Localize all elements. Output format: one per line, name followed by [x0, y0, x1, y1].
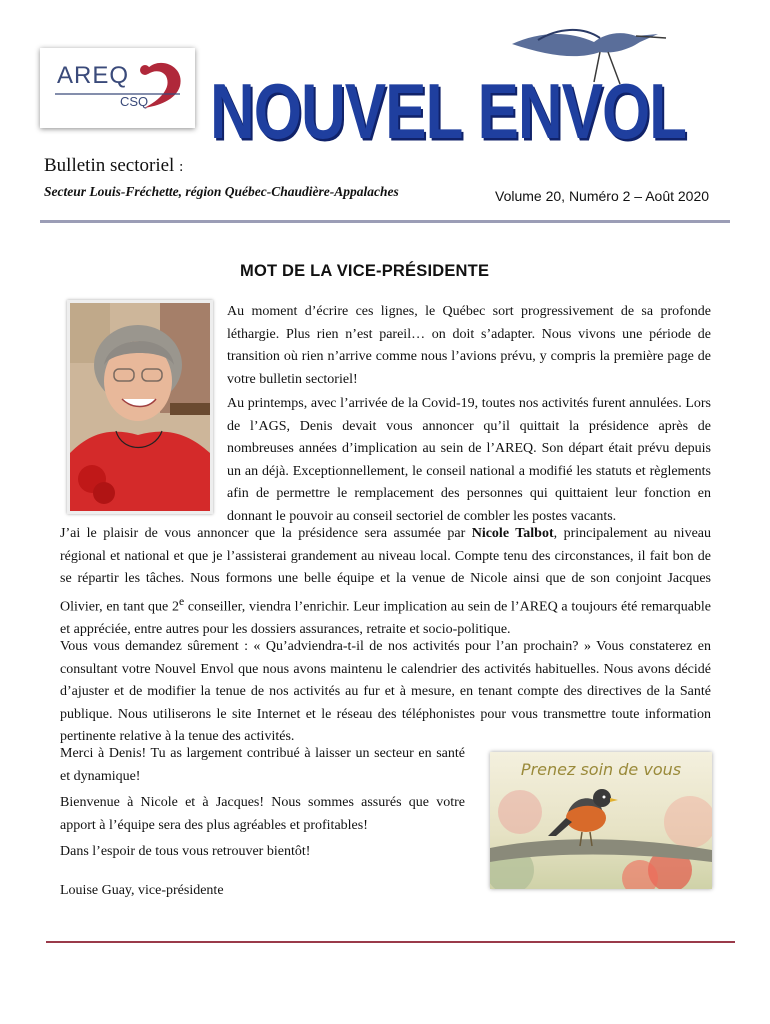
paragraph-4: Vous vous demandez sûrement : « Qu’adviendra-t-il de nos activités pour l’an prochain? » Vous constaterez en consultant votre Nouvel Envol que nous avons maintenu le calendrier des activités habituelles. Nous avons décidé d’ajuster et de modifier la tenue de nos activités au fur et à mesure, en tenant compte des directives de la Santé publique. Nous utiliserons le site Internet et le réseau des téléphonistes pour vous transmettre toute information pertinente relative à la tenue des activités.	[60, 639, 711, 744]
paragraph-3-middle: , principalement au niveau régional et national et que je l’assisterai grandement au niveau local. Compte tenu des circonstances, il fait bon de se répartir les tâches. Nous formons une belle équipe et la venue de Nicole ainsi que de son conjoint Jacques Olivier, en tant que 2	[60, 526, 711, 615]
portrait-photo	[67, 300, 213, 514]
portrait-illustration	[70, 303, 210, 511]
secteur-subtitle: Secteur Louis-Fréchette, région Québec-Chaudière-Appalaches	[44, 184, 399, 199]
article-headline: MOT DE LA VICE-PRÉSIDENTE	[240, 262, 490, 280]
president-name: Nicole Talbot	[471, 526, 554, 541]
paragraph-1: Au moment d’écrire ces lignes, le Québec sort progressivement de sa profonde léthargie. Plus rien n’est pareil… on doit s’adapter. Nous vivons une période de transition où rien n’arrive comme nous l’avions prévu, y compris la première page de votre bulletin sectoriel!	[227, 304, 711, 387]
paragraph-7: Dans l’espoir de tous vous retrouver bientôt!	[60, 844, 311, 859]
logo-areq-text: AREQ	[57, 62, 130, 89]
paragraph-5: Merci à Denis! Tu as largement contribué à laisser un secteur en santé et dynamique!	[60, 746, 465, 784]
ordinal-superscript: e	[178, 594, 185, 608]
logo-csq-text: CSQ	[120, 94, 149, 109]
paragraph-2: Au printemps, avec l’arrivée de la Covid-19, toutes nos activités furent annulées. Lors de l’AGS, Denis devait vous annoncer qu’il quittait la présidence après de nombreuses années d’implication au sein de l’AREQ. Son départ était prévu depuis un an déjà. Exceptionnellement, le conseil national a modifié les statuts et règlements afin de permettre le remplacement des personnes qui quittaient leur fonction en donnant le pouvoir au conseil sectoriel de combler les postes vacants.	[227, 396, 711, 524]
footer-divider	[46, 941, 735, 943]
bulletin-colon: :	[179, 159, 184, 175]
paragraph-3-intro: J’ai le plaisir de vous annoncer que la présidence sera assumée par	[60, 526, 472, 541]
prenez-soin-card	[490, 752, 712, 889]
paragraph-6: Bienvenue à Nicole et à Jacques! Nous sommes assurés que votre apport à l’équipe sera des plus agréables et profitables!	[60, 795, 465, 833]
volume-issue: Volume 20, Numéro 2 – Août 2020	[495, 188, 710, 204]
signature: Louise Guay, vice-présidente	[60, 883, 224, 898]
paragraph-3	[60, 523, 711, 641]
areq-logo	[40, 48, 195, 128]
paragraph-3-end: conseiller, viendra l’enrichir. Leur implication au sein de l’AREQ a toujours été remarquable et appréciée, entre autres pour les dossiers assurances, retraite et socio-politique.	[60, 599, 712, 637]
bulletin-label: Bulletin sectoriel :	[44, 155, 184, 176]
masthead-title: NOUVEL ENVOL	[210, 69, 687, 156]
header-divider	[40, 220, 730, 223]
heron-icon	[508, 26, 668, 90]
card-caption: Prenez soin de vous	[520, 760, 682, 779]
